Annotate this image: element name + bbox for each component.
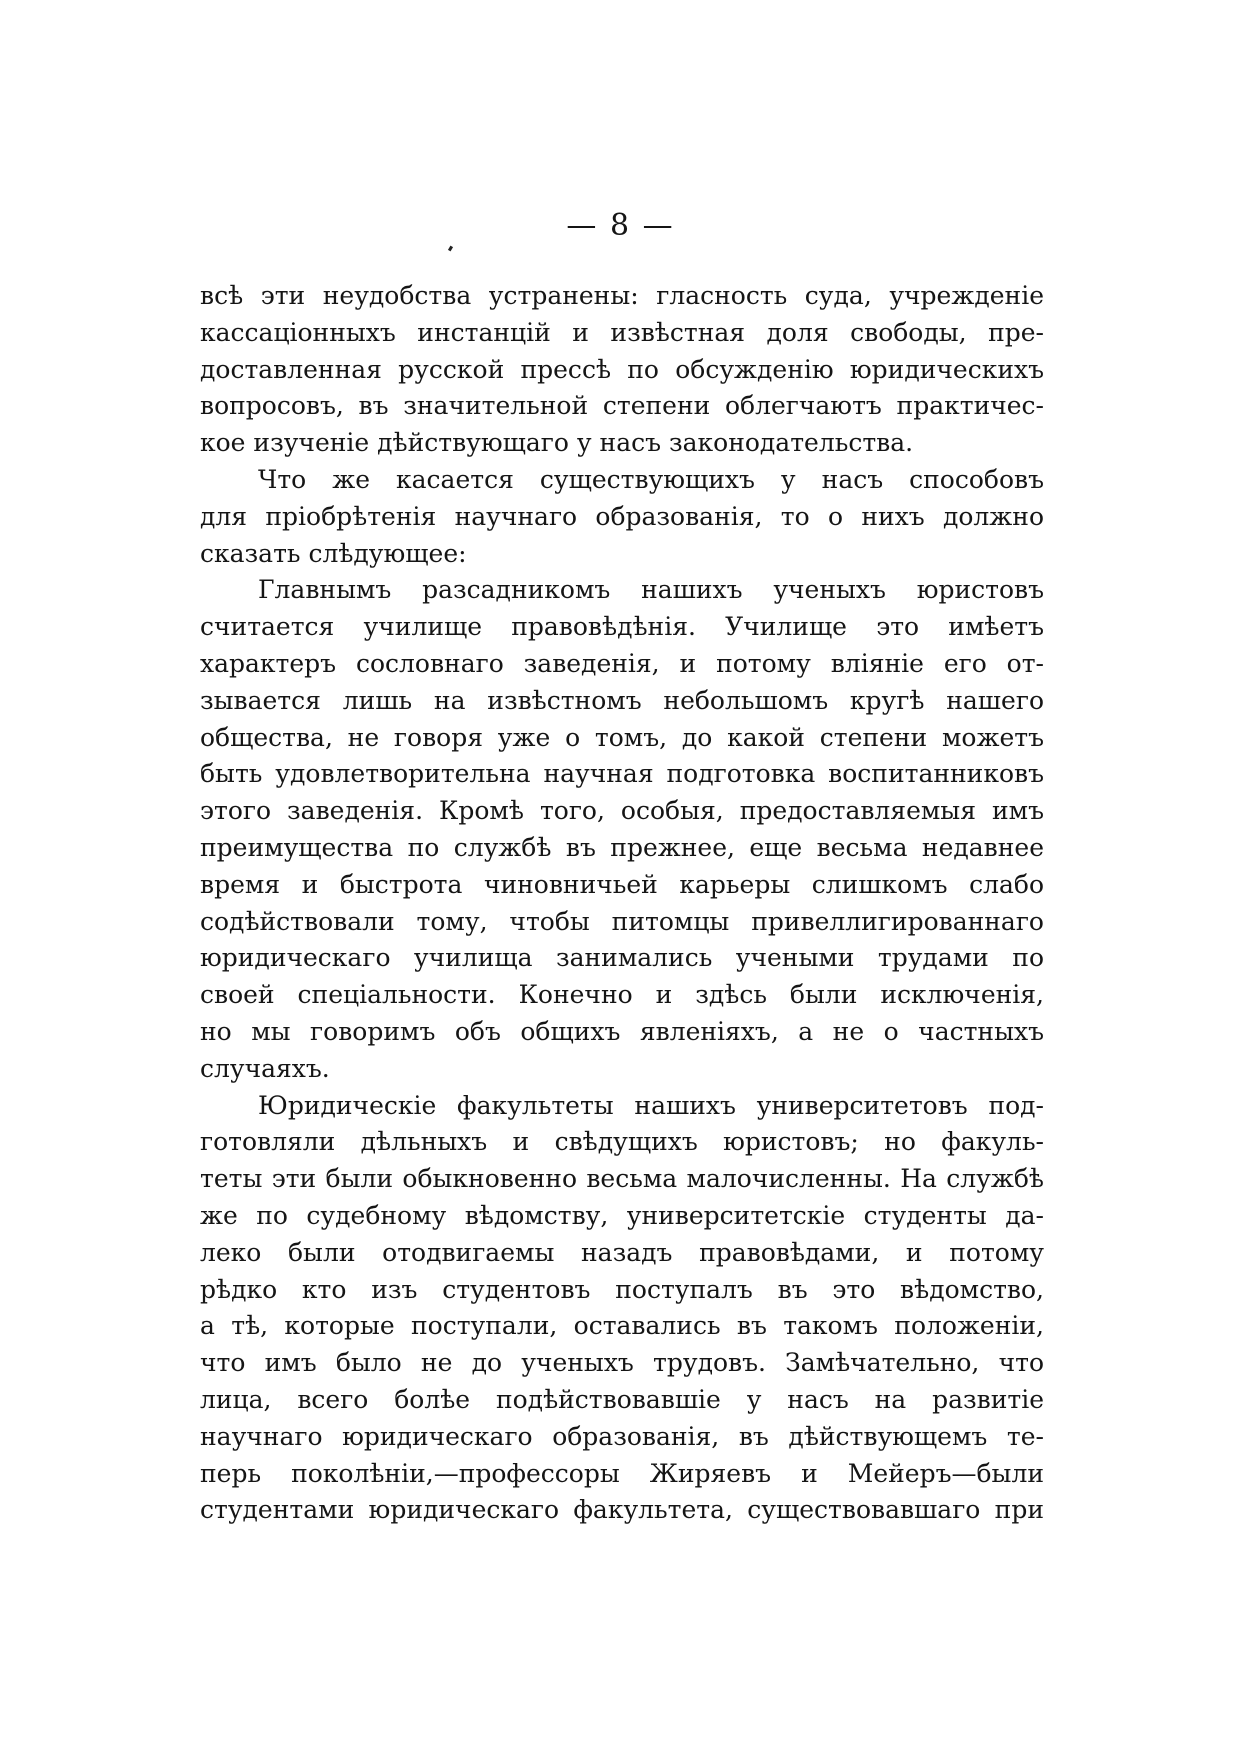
text-line: кое изученіе дѣйствующаго у насъ законодательства.	[200, 428, 914, 458]
text-line: доставленная русской прессѣ по обсужденію юридическихъ	[200, 354, 1044, 384]
text-line: считается училище правовѣдѣнія. Училище это имѣетъ	[200, 612, 1044, 642]
text-line: научнаго юридическаго образованія, въ дѣйствующемъ те-	[200, 1421, 1044, 1451]
text-line: студентами юридическаго факультета, существовавшаго при	[200, 1495, 1044, 1525]
print-speck	[448, 246, 453, 252]
text-line: время и быстрота чиновничьей карьеры слишкомъ слабо	[200, 869, 1044, 899]
text-line: леко были отодвигаемы назадъ правовѣдами, и потому	[200, 1237, 1044, 1267]
text-line: перь поколѣніи,—профессоры Жиряевъ и Мейеръ—были	[200, 1458, 1044, 1488]
text-line: всѣ эти неудобства устранены: гласность суда, учрежденіе	[200, 281, 1044, 310]
text-line: лица, всего болѣе подѣйствовавшіе у насъ на развитіе	[200, 1384, 1044, 1414]
text-line: юридическаго училища занимались учеными трудами по	[200, 943, 1044, 973]
text-line: что имъ было не до ученыхъ трудовъ. Замѣчательно, что	[200, 1348, 1044, 1378]
text-line: этого заведенія. Кромѣ того, особыя, предоставляемыя имъ	[200, 796, 1044, 826]
text-line: зывается лишь на извѣстномъ небольшомъ кругѣ нашего	[200, 685, 1044, 715]
body-text	[200, 278, 1044, 1529]
text-line: быть удовлетворительна научная подготовка воспитанниковъ	[200, 759, 1044, 789]
text-line: вопросовъ, въ значительной степени облегчаютъ практичес-	[200, 391, 1044, 421]
text-line: готовляли дѣльныхъ и свѣдущихъ юристовъ; но факуль-	[200, 1127, 1044, 1157]
text-line: Главнымъ разсадникомъ нашихъ ученыхъ юристовъ	[258, 575, 1044, 605]
text-line: теты эти были обыкновенно весьма малочисленны. На службѣ	[200, 1164, 1044, 1194]
text-line: характеръ сословнаго заведенія, и потому вліяніе его от-	[200, 648, 1044, 678]
text-line: же по судебному вѣдомству, университетскіе студенты да-	[200, 1200, 1044, 1230]
text-line: но мы говоримъ объ общихъ явленіяхъ, а не о частныхъ	[200, 1016, 1044, 1046]
paragraph-3	[200, 572, 1044, 1087]
text-line: общества, не говоря уже о томъ, до какой степени можетъ	[200, 722, 1044, 752]
text-line: Что же касается существующихъ у насъ способовъ	[258, 464, 1044, 494]
text-line: сказать слѣдующее:	[200, 538, 467, 568]
paragraph-4	[200, 1088, 1044, 1530]
text-line: Юридическіе факультеты нашихъ университетовъ под-	[258, 1090, 1044, 1120]
text-line: содѣйствовали тому, чтобы питомцы привеллигированнаго	[200, 906, 1044, 936]
text-line: а тѣ, которые поступали, оставались въ такомъ положеніи,	[200, 1311, 1044, 1341]
text-line: для пріобрѣтенія научнаго образованія, то о нихъ должно	[200, 501, 1044, 531]
text-line: рѣдко кто изъ студентовъ поступалъ въ это вѣдомство,	[200, 1274, 1044, 1304]
text-line: случаяхъ.	[200, 1053, 330, 1083]
page-number: — 8 —	[566, 208, 675, 243]
paragraph-2	[200, 462, 1044, 572]
paragraph-1	[200, 278, 1044, 462]
text-line: кассаціонныхъ инстанцій и извѣстная доля свободы, пре-	[200, 317, 1044, 347]
text-line: преимущества по службѣ въ прежнее, еще весьма недавнее	[200, 832, 1044, 862]
text-line: своей спеціальности. Конечно и здѣсь были исключенія,	[200, 980, 1044, 1010]
